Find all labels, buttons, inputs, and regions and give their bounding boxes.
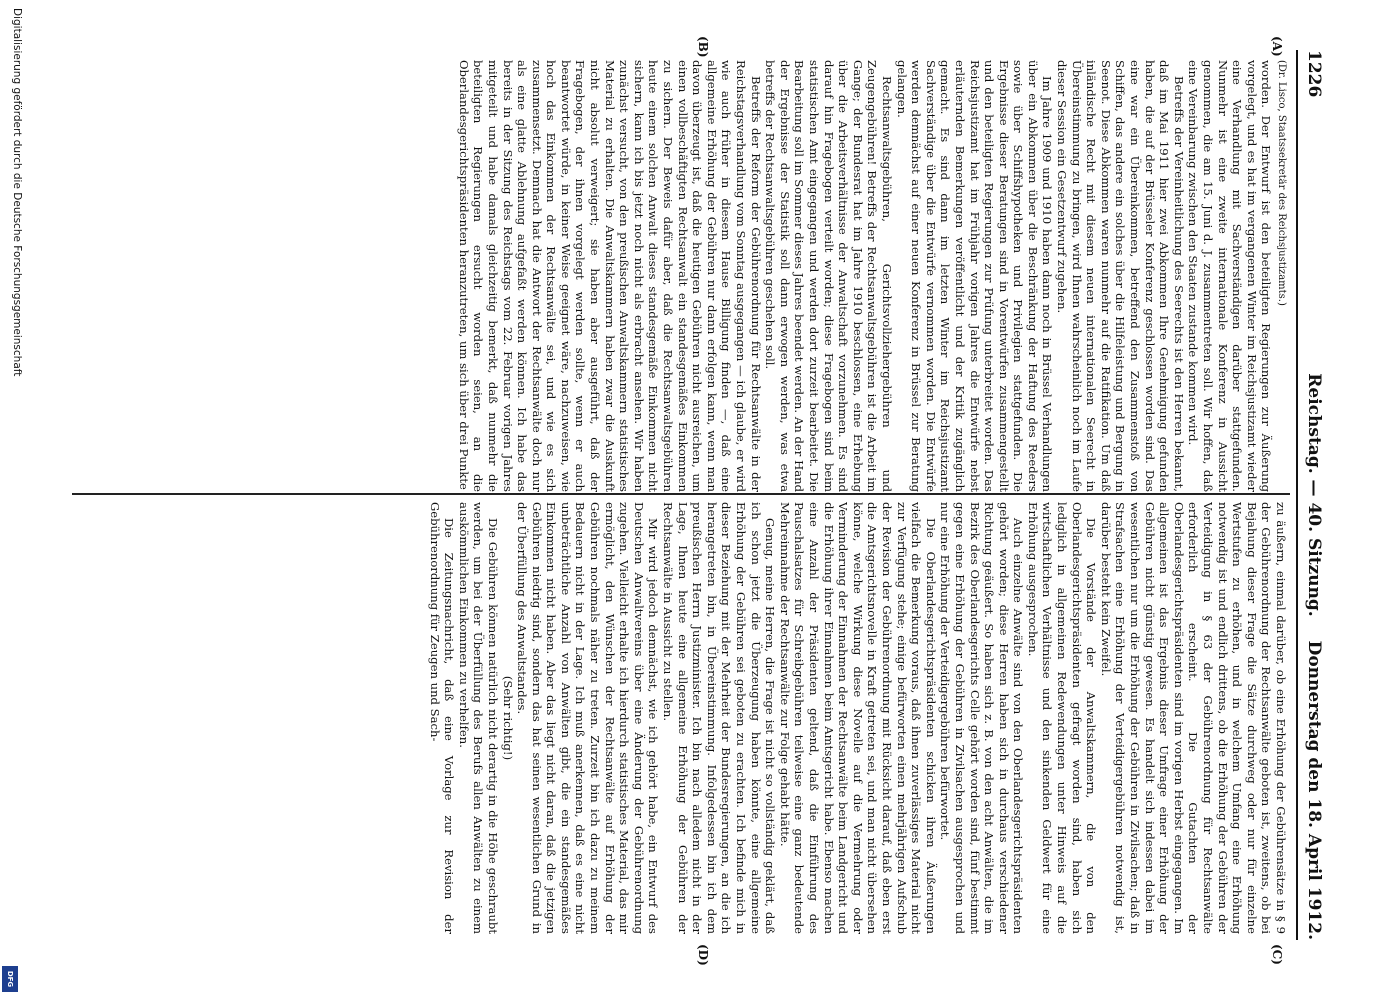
footer-text: Digitalisierung gefördert durch die Deutsche Forschungsgemeinschaft: [11, 8, 23, 377]
footer-credit: [3, 0, 25, 1000]
paragraph: Im Jahre 1909 und 1910 haben dann noch in Brüssel Verhandlungen über ein Abkommen über die Beschränkung der Haftung des Reeders sowie über Schiffshypotheken und Privilegien stattgefunden. Die Ergebnisse dieser Beratungen sind in Vorentwürfen zusammengestellt und den beteiligten Regierungen zur Prüfung unterbreitet worden. Das Reichsjustizamt hat im Frühjahr vorigen Jahres die Entwürfe nebst erläuternden Bemerkungen veröffentlicht und der Kritik zugänglich gemacht. Es sind dann im letzten Winter im Reichsjustizamt Sachverständige über die Entwürfe vernommen worden. Die Entwürfe werden demnächst auf einer neuen Konferenz in Brüssel zur Beratung gelangen.: [894, 60, 1055, 492]
paragraph: Die Gebühren können natürlich nicht derartig in die Höhe geschraubt werden, um bei der Überfüllung des Berufs allen Anwälten zu einem auskömmlichen Einkommen zu verhelfen.: [456, 502, 500, 934]
paragraph: Auch einzelne Anwälte sind von den Oberlandesgerichtspräsidenten gehört worden; diese Herren haben sich in durchaus verschiedener Richtung geäußert. So haben sich z. B. von den acht Anwälten, die im Bezirk des Oberlandesgerichts Celle gehört worden sind, fünf bestimmt gegen eine Erhöhung der Gebühren in Zivilsachen ausgesprochen und nur eine Erhöhung der Verteidigergebühren befürwortet.: [938, 502, 1026, 934]
paragraph: Die Zeitungsnachricht, daß eine Vorlage zur Revision der Gebührenordnung für Zeugen und Sach-: [427, 502, 457, 934]
document-page: [50, 0, 1340, 1000]
session-date: Donnerstag den 18. April 1912.: [1304, 640, 1324, 940]
paragraph: Genug, meine Herren, die Frage ist nicht so vollständig geklärt, daß ich schon jetzt die Überzeugung haben könnte, eine allgemeine Erhöhung der Gebühren sei geboten zu erachten. Ich befinde mich in dieser Beziehung mit der Mehrheit der Bundesregierungen, an die ich herangetreten bin, in Übereinstimmung. Infolgedessen bin ich dem preußischen Herrn Justizminister. Ich bin nach alledem nicht in der Lage, Ihnen heute eine allgemeine Erhöhung der Gebühren der Rechtsanwälte in Aussicht zu stellen.: [661, 502, 778, 934]
paragraph: Die Oberlandesgerichtspräsidenten schicken ihren Äußerungen vielfach die Bemerkung voraus, daß ihnen zuverlässiges Material nicht zur Verfügung stehe; einige befürworten einen mehrjährigen Aufschub der Revision der Gebührenordnung mit Rücksicht darauf, daß eben erst die Amtsgerichtsnovelle in Kraft getreten sei, und man nicht übersehen könne, welche Wirkung diese Novelle auf die Vermehrung oder Verminderung der Einnahmen der Rechtsanwälte beim Landgericht und die Erhöhung ihrer Einnahmen beim Amtsgericht habe. Ebenso machen eine Anzahl der Präsidenten geltend, daß die Einführung des Pauschalsatzes für Schreibgebühren teilweise eine ganz bedeutende Mehreinnahme der Rechtsanwälte zur Folge gehabt hätte.: [777, 502, 938, 934]
dfg-logo: [2, 966, 18, 992]
paragraph: worden. Der Entwurf ist den beteiligten Regierungen zur Äußerung vorgelegt, und es hat im vergangenen Winter im Reichsjustizamt wieder eine Verhandlung mit Sachverständigen darüber stattgefunden. Nunmehr ist eine zweite internationale Konferenz in Aussicht genommen, die am 15. Juni d. J. zusammentreten soll. Wir hoffen, daß eine Vereinbarung zwischen den Staaten zustande kommen wird.: [1186, 60, 1274, 492]
margin-marker-a: (A): [1270, 36, 1284, 57]
paragraph: Rechtsanwaltsgebühren, Gerichtsvollziehergebühren und Zeugengebühren! Betreffs der Rechtsanwaltsgebühren ist die Arbeit im Gange; der Bundesrat hat im Jahre 1910 beschlossen, eine Erhebung über die Arbeitsverhältnisse der Anwaltschaft vorzunehmen. Es sind darauf hin Fragebogen verteilt worden; diese Fragebogen sind beim statistischen Amt eingegangen und werden dort zurzeit bearbeitet. Die Bearbeitung soll im Sommer dieses Jahres beendet werden. An der Hand der Ergebnisse der Statistik soll dann erwogen werden, was etwa betreffs der Rechtsanwaltsgebühren geschehen soll.: [763, 60, 894, 492]
column-divider: [72, 493, 1290, 495]
paragraph: zu äußern, einmal darüber, ob eine Erhöhung der Gebührensätze in § 9 der Gebührenordnung der Rechtsanwälte geboten ist, zweitens, ob bei Bejahung dieser Frage die Sätze durchweg oder nur für einzelne Wertstufen zu erhöhen, und in welchem Umfang eine Erhöhung notwendig ist und endlich drittens, ob die Erhöhung der Gebühren der Verteidigung in § 63 der Gebührenordnung für Rechtsanwälte erforderlich erscheint. Die Gutachten der Oberlandesgerichtspräsidenten sind im vorigen Herbst eingegangen. Im allgemeinen ist das Ergebnis dieser Umfrage einer Erhöhung der Gebühren nicht günstig gewesen. Es handelt sich indessen dabei im wesentlichen nur um die Erhöhung der Gebühren in Zivilsachen; daß in Strafsachen eine Erhöhung der Verteidigergebühren notwendig ist, darüber besteht kein Zweifel.: [1098, 502, 1288, 934]
left-column: [70, 60, 1288, 492]
paragraph: Betreffs der Vereinheitlichung des Seerechts ist den Herren bekannt, daß im Mai 1911 hier zwei Abkommen Ihre Genehmigung gefunden haben, die auf der Brüsseler Konferenz geschlossen worden sind. Das eine war ein Übereinkommen, betreffend den Zusammenstoß von Schiffen, das andere ein solches über die Hilfeleistung und Bergung in Seenot. Diese Abkommen waren nunmehr auf die Ratifikation. Um daß inländische Recht mit diesem neuen internationalen Seerecht in Übereinstimmung zu bringen, wird Ihnen wahrscheinlich noch im Laufe dieser Session ein Gesetzentwurf zugehen.: [1055, 60, 1186, 492]
paragraph: (Sehr richtig!): [500, 675, 515, 761]
dfg-logo-text: DFG: [6, 970, 14, 988]
paragraph: (Dr. Lisco, Staatssekretär des Reichsjustizamts.): [1276, 60, 1287, 306]
margin-marker-d: (D): [696, 944, 710, 966]
margin-marker-b: (B): [696, 36, 710, 58]
paragraph: Die Vorstände der Anwaltskammern, die von den Oberlandesgerichtspräsidenten gefragt worden sind, haben sich lediglich in allgemeinen Redewendungen unter Hinweis auf die wirtschaftlichen Verhältnisse und den sinkenden Geldwert für eine Erhöhung ausgesprochen.: [1025, 502, 1099, 934]
margin-marker-c: (C): [1270, 944, 1284, 965]
page-header: [1296, 50, 1328, 940]
page-title: Reichstag. — 40. Sitzung.: [1304, 373, 1324, 617]
page-number: 1226: [1304, 50, 1324, 98]
paragraph: Mir wird jedoch demnächst, wie ich gehört habe, ein Entwurf des Deutschen Anwaltvereins über eine Änderung der Gebührenordnung zugehen. Vielleicht erhalte ich hierdurch statistisches Material, das mir ermöglicht, den Wünschen der Rechtsanwälte auf Erhöhung der Gebühren nochmals näher zu treten. Zurzeit bin ich dazu zu meinem Bedauern nicht in der Lage. Ich muß anerkennen, daß es eine nicht unbeträchtliche Anzahl von Anwälten gibt, die ein standesgemäßes Einkommen nicht haben. Aber das liegt nicht daran, daß die jetzigen Gebühren niedrig sind, sondern das hat seinen wesentlichen Grund in der Überfüllung des Anwaltstandes.: [515, 502, 661, 934]
paragraph: Betreffs der Reform der Gebührenordnung für Rechtsanwälte in der Reichstagsverhandlung vom Sonntag ausgegangen — ich glaube, er wird wie auch früher in diesem Hause Billigung finden —, daß eine allgemeine Erhöhung der Gebühren nur dann erfolgen kann, wenn man davon überzeugt ist, daß die heutigen Gebühren nicht ausreichen, um einen vollbeschäftigten Rechtsanwalt ein standesgemäßes Einkommen zu sichern. Der Beweis dafür aber, daß die Rechtsanwaltsgebühren heute einem solchen Anwalt dieses standesgemäße Einkommen nicht sichern, kann ich bis jetzt noch nicht als erbracht ansehen. Wir haben zunächst versucht, von den preußischen Anwaltskammern statistisches Material zu erhalten. Die Anwaltskammern haben zwar die Auskunft nicht absolut verweigert; sie haben aber ausgeführt, daß der Fragebogen, der ihnen vorgelegt werden sollte, wenn er auch beantwortet würde, in keiner Weise geeignet wäre, nachzuweisen, wie hoch das Einkommen der Rechtsanwälte sei, und wie es sich zusammensetzt. Demnach hat die Antwort der Rechtsanwälte doch nur als eine glatte Ablehnung aufgefaßt werden können. Ich habe das bereits in der Sitzung des Reichstags vom 22. Februar vorigen Jahres mitgeteilt und habe damals gleichzeitig bemerkt, daß nunmehr die beteiligten Regierungen ersucht worden seien, an die Oberlandesgerichtspräsidenten heranzutreten, um sich über drei Punkte: [456, 60, 763, 492]
right-column: [70, 502, 1288, 934]
